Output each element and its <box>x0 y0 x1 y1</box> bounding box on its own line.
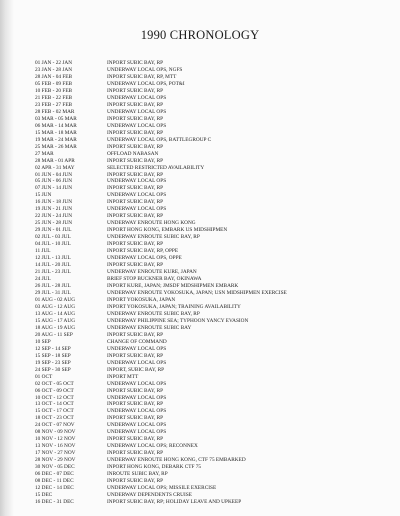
chronology-row <box>0 318 400 325</box>
entry-date: 28 MAR - 01 APR <box>35 157 75 164</box>
entry-event: UNDERWAY LOCAL OPS <box>107 108 167 115</box>
chronology-row <box>0 158 400 165</box>
chronology-row <box>0 401 400 408</box>
entry-date: 12 JUL - 13 JUL <box>35 255 71 262</box>
entry-date: 08 DEC - 11 DEC <box>35 478 74 485</box>
entry-event: INPORT SUBIC BAY, RP <box>107 60 164 66</box>
chronology-row <box>0 123 400 130</box>
entry-date: 01 OCT <box>35 373 53 380</box>
chronology-row <box>0 297 400 304</box>
entry-date: 05 JUN - 06 JUN <box>35 178 73 185</box>
entry-date: 19 JUN - 21 JUN <box>35 206 73 213</box>
chronology-row <box>0 213 400 220</box>
chronology-row <box>0 60 400 67</box>
chronology-row <box>0 325 400 332</box>
entry-event: INPORT SUBIC BAY, RP <box>107 401 164 408</box>
chronology-row <box>0 199 400 206</box>
chronology-row <box>0 360 400 367</box>
chronology-row <box>0 408 400 415</box>
entry-event: UNDERWAY LOCAL OPS, POT&I <box>107 80 185 87</box>
chronology-row <box>0 464 400 471</box>
chronology-row <box>0 234 400 241</box>
chronology-row <box>0 276 400 283</box>
chronology-row <box>0 241 400 248</box>
chronology-row <box>0 415 400 422</box>
entry-date: 19 MAR - 24 MAR <box>35 136 77 143</box>
chronology-row <box>0 116 400 123</box>
chronology-row <box>0 381 400 388</box>
chronology-row <box>0 165 400 172</box>
entry-event: INPORT SUBIC BAY, RP <box>107 199 164 206</box>
chronology-row <box>0 485 400 492</box>
entry-date: 15 AUG - 17 AUG <box>35 317 76 324</box>
chronology-row <box>0 395 400 402</box>
chronology-row <box>0 255 400 262</box>
entry-date: 29 JUL - 31 JUL <box>35 289 71 296</box>
entry-event: INPORT SUBIC BAY, RP <box>107 262 164 269</box>
chronology-row <box>0 429 400 436</box>
entry-date: 06 OCT - 09 OCT <box>35 387 74 394</box>
chronology-row <box>0 311 400 318</box>
chronology-row <box>0 367 400 374</box>
entry-event: UNDERWAY ENROUTE HONG KONG <box>107 220 196 227</box>
entry-event: UNDERWAY LOCAL OPS <box>107 422 167 429</box>
chronology-row <box>0 492 400 499</box>
entry-date: 03 MAR - 05 MAR <box>35 115 77 122</box>
entry-event: INPORT SUBIC BAY, RP <box>107 157 164 164</box>
entry-event: UNDERWAY LOCAL OPS <box>107 122 167 129</box>
chronology-row <box>0 95 400 102</box>
entry-event: UNDERWAY LOCAL OPS <box>107 359 167 366</box>
chronology-row <box>0 185 400 192</box>
entry-date: 24 JUL <box>35 276 51 283</box>
entry-date: 16 DEC - 31 DEC <box>35 499 74 506</box>
entry-event: INPORT HONG KONG, EMBARK US MIDSHIPMEN <box>107 227 228 234</box>
entry-event: INPORT SUBIC BAY, RP <box>107 450 164 457</box>
entry-date: 10 OCT - 12 OCT <box>35 394 74 401</box>
entry-date: 18 AUG - 19 AUG <box>35 324 76 331</box>
entry-date: 03 AUG - 12 AUG <box>35 303 76 310</box>
entry-date: 21 JUL - 23 JUL <box>35 269 71 276</box>
chronology-row <box>0 220 400 227</box>
entry-event: UNDERWAY PHILIPPINE SEA; TYPHOON YANCY EVASION <box>107 317 249 324</box>
entry-event: INPORT SUBIC BAY, RP <box>107 352 164 359</box>
entry-date: 04 JUL - 10 JUL <box>35 241 71 248</box>
entry-event: INPORT SUBIC BAY, RP <box>107 143 164 150</box>
entry-event: UNDERWAY DEPENDENTS CRUISE <box>107 492 192 499</box>
entry-date: 15 MAR - 18 MAR <box>35 129 77 136</box>
entry-date: 19 SEP - 23 SEP <box>35 359 71 366</box>
chronology-row <box>0 88 400 95</box>
entry-date: 06 MAR - 14 MAR <box>35 122 77 129</box>
entry-date: 13 NOV - 16 NOV <box>35 443 76 450</box>
chronology-row <box>0 422 400 429</box>
chronology-row <box>0 262 400 269</box>
entry-date: 23 JAN - 28 JAN <box>35 66 73 73</box>
chronology-row <box>0 102 400 109</box>
entry-date: 27 MAR <box>35 150 54 157</box>
chronology-row <box>0 388 400 395</box>
entry-date: 18 OCT - 23 OCT <box>35 415 74 422</box>
chronology-row <box>0 339 400 346</box>
entry-event: UNDERWAY ENROUTE KURE, JAPAN <box>107 269 197 276</box>
entry-event: INROUTE SUBIC BAY, RP <box>107 471 168 478</box>
chronology-row <box>0 471 400 478</box>
entry-event: UNDERWAY LOCAL OPS; MISSILE EXERCISE <box>107 485 217 492</box>
chronology-row <box>0 436 400 443</box>
entry-date: 16 JUN - 18 JUN <box>35 199 73 206</box>
entry-event: UNDERWAY ENROUTE YOKOSUKA, JAPAN; USN MIDSHIPMEN EXERCISE <box>107 289 287 296</box>
entry-date: 21 FEB - 22 FEB <box>35 94 73 101</box>
entry-event: UNDERWAY ENROUTE SUBIC BAY <box>107 324 192 331</box>
entry-event: INPORT HONG KONG, DEBARK CTF 75 <box>107 464 202 471</box>
entry-date: 01 AUG - 02 AUG <box>35 296 76 303</box>
chronology-row <box>0 346 400 353</box>
chronology-row <box>0 290 400 297</box>
chronology-row <box>0 269 400 276</box>
chronology-row <box>0 457 400 464</box>
chronology-row <box>0 478 400 485</box>
entry-date: 08 NOV - 09 NOV <box>35 429 76 436</box>
entry-date: 13 AUG - 14 AUG <box>35 310 76 317</box>
entry-date: 14 JUL - 20 JUL <box>35 262 71 269</box>
entry-event: UNDERWAY LOCAL OPS <box>107 94 167 101</box>
chronology-row <box>0 109 400 116</box>
entry-event: INPORT MTT <box>107 373 139 380</box>
entry-event: UNDERWAY ENROUTE SUBIC BAY, RP <box>107 310 200 317</box>
entry-event: INPORT SUBIC BAY, RP <box>107 241 164 248</box>
entry-event: INPORT SUBIC BAY, RP <box>107 436 164 443</box>
chronology-row <box>0 206 400 213</box>
entry-event: UNDERWAY LOCAL OPS <box>107 206 167 213</box>
entry-date: 10 FEB - 20 FEB <box>35 87 73 94</box>
chronology-row <box>0 304 400 311</box>
chronology-row <box>0 192 400 199</box>
entry-date: 15 OCT - 17 OCT <box>35 408 74 415</box>
entry-date: 30 NOV - 05 DEC <box>35 464 75 471</box>
entry-date: 22 JUN - 24 JUN <box>35 213 73 220</box>
entry-event: OFFLOAD NABASAN <box>107 150 159 157</box>
entry-event: INPORT SUBIC BAY, RP <box>107 101 164 108</box>
entry-event: UNDERWAY LOCAL OPS, NGFS <box>107 66 183 73</box>
chronology-row <box>0 374 400 381</box>
entry-event: UNDERWAY LOCAL OPS, OPPE <box>107 255 182 262</box>
entry-event: INPORT SUBIC BAY, RP <box>107 387 164 394</box>
chronology-row <box>0 332 400 339</box>
entry-date: 02 OCT - 05 OCT <box>35 380 74 387</box>
chronology-row <box>0 248 400 255</box>
entry-event: INPORT SUBIC BAY, RP <box>107 478 164 485</box>
entry-date: 15 SEP - 18 SEP <box>35 352 71 359</box>
entry-event: UNDERWAY LOCAL OPS <box>107 345 167 352</box>
entry-event: INPORT SUBIC BAY, RP <box>107 129 164 136</box>
entry-event: INPORT, SUBIC BAY, RP <box>107 366 165 373</box>
entry-event: INPORT SUBIC BAY, RP, MTT <box>107 73 177 80</box>
entry-event: UNDERWAY ENROUTE HONG KONG, CTF 75 EMBARKED <box>107 457 246 464</box>
entry-date: 12 SEP - 14 SEP <box>35 345 71 352</box>
chronology-row <box>0 178 400 185</box>
entry-event: INPORT SUBIC BAY, RP <box>107 87 164 94</box>
entry-date: 10 NOV - 12 NOV <box>35 436 76 443</box>
entry-date: 28 JAN - 04 FEB <box>35 73 73 80</box>
entry-date: 13 OCT - 14 OCT <box>35 401 74 408</box>
entry-event: UNDERWAY LOCAL OPS, BATTLEGROUP C <box>107 136 212 143</box>
chronology-row <box>0 130 400 137</box>
chronology-row <box>0 74 400 81</box>
entry-date: 23 FEB - 27 FEB <box>35 101 73 108</box>
entry-date: 01 JAN - 22 JAN <box>35 60 73 66</box>
entry-date: 07 JUN - 14 JUN <box>35 185 73 192</box>
entry-event: UNDERWAY LOCAL OPS <box>107 408 167 415</box>
entry-event: INPORT YOKOSUKA, JAPAN <box>107 296 176 303</box>
entry-event: INPORT SUBIC BAY, RP <box>107 171 164 178</box>
entry-date: 01 JUN - 04 JUN <box>35 171 73 178</box>
entry-date: 26 JUL - 28 JUL <box>35 283 71 289</box>
entry-event: SELECTED RESTRICTED AVAILABILITY <box>107 164 205 171</box>
entry-event: UNDERWAY ENROUTE SUBIC BAY, RP <box>107 234 200 241</box>
entry-date: 17 NOV - 27 NOV <box>35 450 76 457</box>
chronology-row <box>0 137 400 144</box>
entry-date: 06 DEC - 07 DEC <box>35 471 74 478</box>
entry-date: 20 AUG - 11 SEP <box>35 331 73 338</box>
entry-event: INPORT YOKOSUKA, JAPAN; TRAINING AVAILABILITY <box>107 303 241 310</box>
entry-date: 15 DEC <box>35 492 53 499</box>
entry-event: INPORT KURE, JAPAN; JMSDF MIDSHIPMEN EMBARK <box>107 283 239 289</box>
chronology-row <box>0 499 400 506</box>
entry-event: INPORT SUBIC BAY, RP; HOLIDAY LEAVE AND UPKEEP <box>107 499 242 506</box>
entry-date: 11 JUL <box>35 248 51 255</box>
entry-event: CHANGE OF COMMAND <box>107 338 167 345</box>
entry-event: UNDERWAY LOCAL OPS <box>107 192 167 199</box>
entry-event: INPORT SUBIC BAY, RP, OPPE <box>107 248 179 255</box>
entry-event: UNDERWAY LOCAL OPS <box>107 429 167 436</box>
entry-event: UNDERWAY LOCAL OPS; RECONNEX <box>107 443 198 450</box>
document-title: 1990 CHRONOLOGY <box>140 28 260 42</box>
entry-date: 24 OCT - 07 NOV <box>35 422 75 429</box>
entry-date: 05 FEB - 09 FEB <box>35 80 73 87</box>
chronology-row <box>0 227 400 234</box>
chronology-row <box>0 353 400 360</box>
chronology-row <box>0 151 400 158</box>
entry-event: UNDERWAY LOCAL OPS <box>107 178 167 185</box>
entry-date: 25 MAR - 26 MAR <box>35 143 77 150</box>
entry-date: 25 JUN - 28 JUN <box>35 220 73 227</box>
entry-event: UNDERWAY LOCAL OPS <box>107 380 167 387</box>
entry-date: 24 SEP - 30 SEP <box>35 366 71 373</box>
chronology-list <box>0 60 400 506</box>
entry-event: BRIEF STOP BUCKNER BAY, OKINAWA <box>107 276 202 283</box>
entry-event: INPORT SUBIC BAY, RP <box>107 115 164 122</box>
entry-event: INPORT SUBIC BAY, RP <box>107 185 164 192</box>
entry-event: INPORT SUBIC BAY, RP <box>107 415 164 422</box>
entry-date: 10 SEP <box>35 338 51 345</box>
chronology-row <box>0 450 400 457</box>
entry-date: 28 NOV - 29 NOV <box>35 457 76 464</box>
chronology-row <box>0 283 400 290</box>
entry-event: INPORT SUBIC BAY, RP <box>107 213 164 220</box>
chronology-row <box>0 81 400 88</box>
entry-date: 15 JUN <box>35 192 52 199</box>
chronology-row <box>0 144 400 151</box>
entry-date: 02 APR - 31 MAY <box>35 164 75 171</box>
chronology-row <box>0 172 400 179</box>
chronology-row <box>0 443 400 450</box>
entry-event: INPORT SUBIC BAY, RP <box>107 331 164 338</box>
entry-date: 02 JUL - 03 JUL <box>35 234 71 241</box>
entry-date: 12 DEC - 14 DEC <box>35 485 74 492</box>
entry-date: 28 FEB - 02 MAR <box>35 108 75 115</box>
chronology-row <box>0 67 400 74</box>
entry-event: UNDERWAY LOCAL OPS <box>107 394 167 401</box>
entry-date: 29 JUN - 01 JUL <box>35 227 72 234</box>
